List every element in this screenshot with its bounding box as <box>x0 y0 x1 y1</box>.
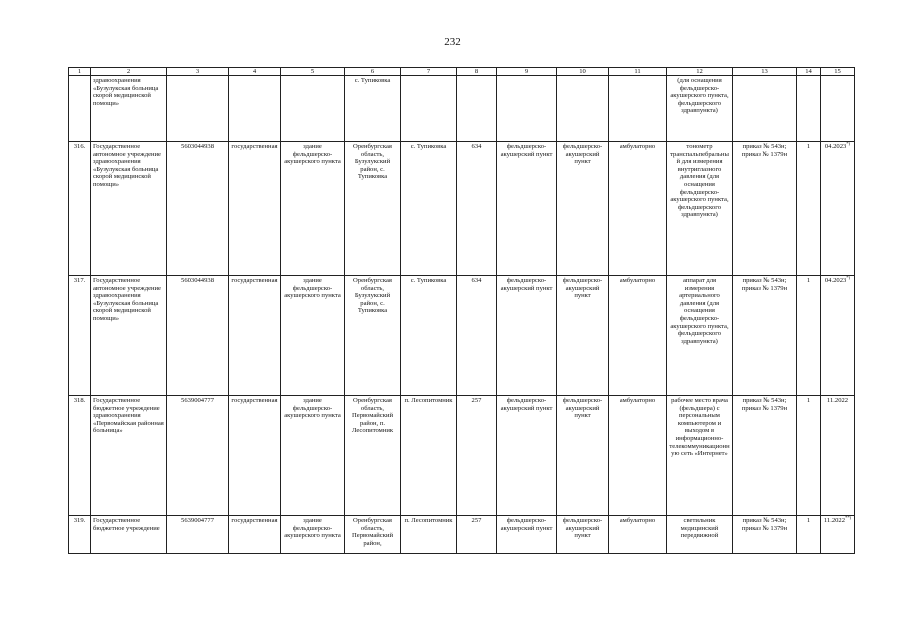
cell-unit-name <box>557 76 609 142</box>
header-cell: 2 <box>91 68 167 76</box>
cell-care: амбулаторно <box>609 516 667 554</box>
register-table <box>68 67 855 554</box>
cell-date <box>821 516 855 554</box>
cell-ownership <box>229 76 281 142</box>
cell-settlement: с. Тупиковка <box>401 142 457 276</box>
header-cell: 3 <box>167 68 229 76</box>
cell-num: 316. <box>69 142 91 276</box>
cell-settlement: с. Тупиковка <box>401 276 457 396</box>
header-cell: 1 <box>69 68 91 76</box>
cell-quantity: 1 <box>797 516 821 554</box>
date-value: 04.2023 <box>824 143 847 150</box>
cell-ownership: государственная <box>229 276 281 396</box>
cell-equipment: тонометр транспальпебральный для измерения внутриглазного давления (для оснащения фельдшерско-акушерского пункта, фельдшерского здравпункта) <box>667 142 733 276</box>
header-cell: 14 <box>797 68 821 76</box>
cell-num: 319. <box>69 516 91 554</box>
header-cell: 5 <box>281 68 345 76</box>
cell-inn <box>167 76 229 142</box>
cell-date <box>821 76 855 142</box>
header-cell: 10 <box>557 68 609 76</box>
cell-num: 317. <box>69 276 91 396</box>
date-footnote-mark: *) <box>846 275 851 280</box>
cell-address: Оренбургская область, Первомайский район, <box>345 516 401 554</box>
date-value: 11.2022 <box>823 517 846 524</box>
cell-care: амбулаторно <box>609 396 667 516</box>
cell-num <box>69 76 91 142</box>
date-value: 11.2022 <box>826 397 849 404</box>
table-row <box>69 276 855 396</box>
header-row <box>69 68 855 76</box>
cell-inn: 5639004777 <box>167 516 229 554</box>
cell-unit-name: фельдшерско-акушерский пункт <box>557 142 609 276</box>
cell-organization: Государственное автономное учреждение здравоохранения «Бузулукская больница скорой медицинской помощи» <box>91 142 167 276</box>
cell-settlement <box>401 76 457 142</box>
cell-address: с. Тупиковка <box>345 76 401 142</box>
table-row <box>69 516 855 554</box>
cell-organization: здравоохранения «Бузулукская больница скорой медицинской помощи» <box>91 76 167 142</box>
cell-inn: 5603044938 <box>167 142 229 276</box>
header-cell: 8 <box>457 68 497 76</box>
header-cell: 6 <box>345 68 401 76</box>
date-footnote-mark: *) <box>846 141 851 146</box>
cell-unit-name: фельдшерско-акушерский пункт <box>557 396 609 516</box>
cell-equipment: (для оснащения фельдшерско-акушерского пункта, фельдшерского здравпункта) <box>667 76 733 142</box>
cell-settlement: п. Лесопитомник <box>401 516 457 554</box>
header-cell: 4 <box>229 68 281 76</box>
cell-address: Оренбургская область, Бузулукский район, с. Тупиковка <box>345 276 401 396</box>
cell-organization: Государственное автономное учреждение здравоохранения «Бузулукская больница скорой медицинской помощи» <box>91 276 167 396</box>
cell-address: Оренбургская область, Первомайский район, п. Лесопитомник <box>345 396 401 516</box>
cell-building: здание фельдшерско-акушерского пункта <box>281 396 345 516</box>
header-cell: 12 <box>667 68 733 76</box>
cell-order: приказ № 543н; приказ № 1379н <box>733 516 797 554</box>
header-cell: 13 <box>733 68 797 76</box>
cell-unit-name: фельдшерско-акушерский пункт <box>557 276 609 396</box>
cell-unit-type <box>497 76 557 142</box>
cell-inn: 5639004777 <box>167 396 229 516</box>
cell-unit-type: фельдшерско-акушерский пункт <box>497 396 557 516</box>
cell-equipment: светильник медицинский передвижной <box>667 516 733 554</box>
date-footnote-mark: **) <box>845 515 852 520</box>
cell-equipment: аппарат для измерения артериального давления (для оснащения фельдшерско-акушерского пункта, фельдшерского здравпункта) <box>667 276 733 396</box>
cell-date <box>821 276 855 396</box>
cell-num: 318. <box>69 396 91 516</box>
cell-order: приказ № 543н; приказ № 1379н <box>733 276 797 396</box>
cell-quantity <box>797 76 821 142</box>
cell-building <box>281 76 345 142</box>
cell-organization: Государственное бюджетное учреждение здравоохранения «Первомайская районная больница» <box>91 396 167 516</box>
cell-order <box>733 76 797 142</box>
cell-date <box>821 396 855 516</box>
cell-unit-type: фельдшерско-акушерский пункт <box>497 142 557 276</box>
header-cell: 15 <box>821 68 855 76</box>
cell-equipment: рабочее место врача (фельдшера) с персональным компьютером и выходом в информационно-телекоммуникационную сеть «Интернет» <box>667 396 733 516</box>
cell-population: 634 <box>457 142 497 276</box>
cell-unit-type: фельдшерско-акушерский пункт <box>497 276 557 396</box>
cell-order: приказ № 543н; приказ № 1379н <box>733 396 797 516</box>
table-row <box>69 396 855 516</box>
cell-ownership: государственная <box>229 516 281 554</box>
cell-date <box>821 142 855 276</box>
column-number-header <box>69 68 855 76</box>
header-cell: 7 <box>401 68 457 76</box>
cell-population: 257 <box>457 396 497 516</box>
cell-unit-name: фельдшерско-акушерский пункт <box>557 516 609 554</box>
cell-organization: Государственное бюджетное учреждение <box>91 516 167 554</box>
cell-care: амбулаторно <box>609 142 667 276</box>
cell-quantity: 1 <box>797 396 821 516</box>
table-row <box>69 142 855 276</box>
cell-ownership: государственная <box>229 142 281 276</box>
date-value: 04.2023 <box>824 277 847 284</box>
cell-order: приказ № 543н; приказ № 1379н <box>733 142 797 276</box>
cell-quantity: 1 <box>797 276 821 396</box>
cell-address: Оренбургская область, Бузулукский район, с. Тупиковка <box>345 142 401 276</box>
cell-settlement: п. Лесопитомник <box>401 396 457 516</box>
continued-row <box>69 76 855 142</box>
header-cell: 9 <box>497 68 557 76</box>
cell-population: 634 <box>457 276 497 396</box>
cell-care: амбулаторно <box>609 276 667 396</box>
header-cell: 11 <box>609 68 667 76</box>
cell-population <box>457 76 497 142</box>
cell-population: 257 <box>457 516 497 554</box>
cell-care <box>609 76 667 142</box>
cell-unit-type: фельдшерско-акушерский пункт <box>497 516 557 554</box>
cell-quantity: 1 <box>797 142 821 276</box>
cell-building: здание фельдшерско-акушерского пункта <box>281 516 345 554</box>
cell-inn: 5603044938 <box>167 276 229 396</box>
page-number: 232 <box>444 36 461 48</box>
cell-building: здание фельдшерско-акушерского пункта <box>281 142 345 276</box>
cell-building: здание фельдшерско-акушерского пункта <box>281 276 345 396</box>
cell-ownership: государственная <box>229 396 281 516</box>
